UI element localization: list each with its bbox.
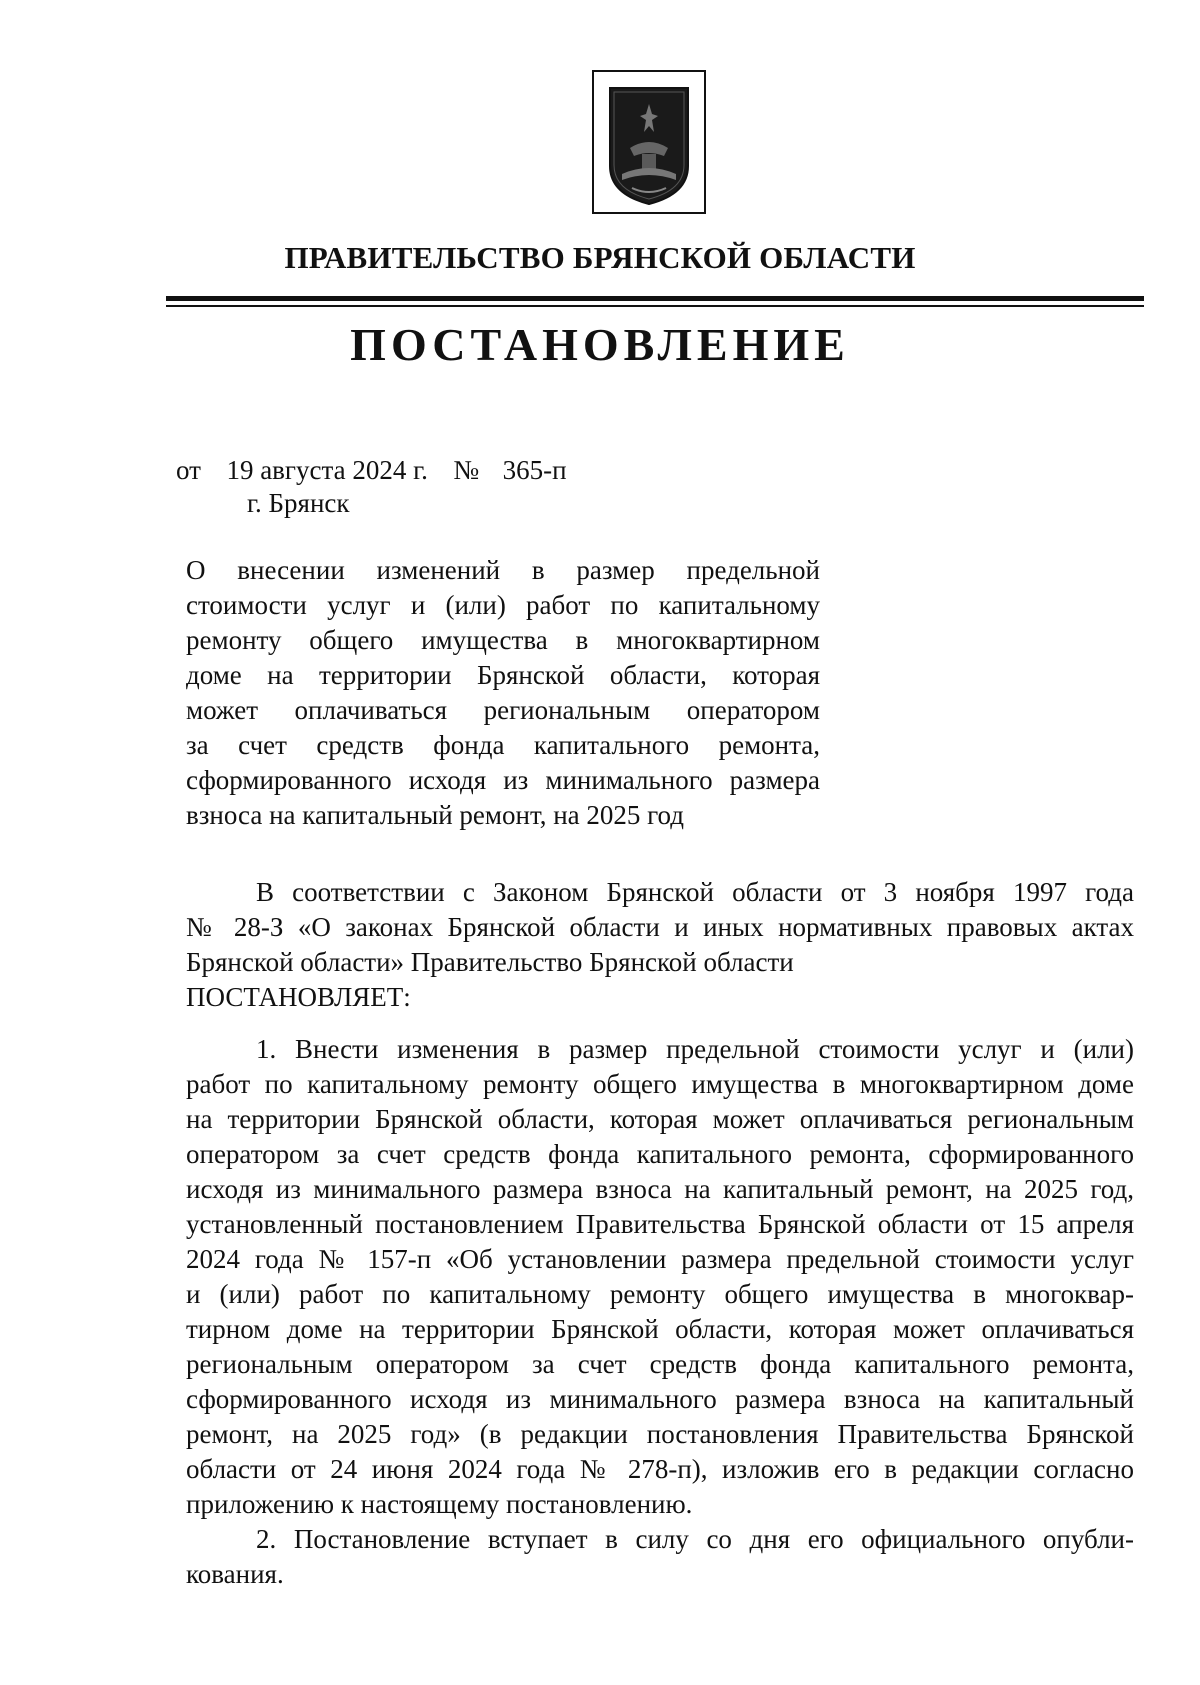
subject-line: взноса на капитальный ремонт, на 2025 год [186, 800, 685, 830]
header-rule-thick [166, 296, 1144, 301]
subject-line: стоимости услуг и (или) работ по капитальному [186, 590, 820, 620]
item-2-line: 2. Постановление вступает в силу со дня его официального опубли- [256, 1524, 1134, 1554]
item-1-line: региональным оператором за счет средств фонда капитального ремонта, [186, 1349, 1134, 1379]
date-number-line [176, 455, 567, 486]
government-title: ПРАВИТЕЛЬСТВО БРЯНСКОЙ ОБЛАСТИ [284, 240, 916, 275]
document-type-title: ПОСТАНОВЛЕНИЕ [350, 319, 850, 370]
from-label: от [176, 455, 201, 485]
item-1-line: исходя из минимального размера взноса на капитальный ремонт, на 2025 год, [186, 1174, 1134, 1204]
resolves-word: ПОСТАНОВЛЯЕТ: [186, 982, 411, 1012]
preamble-line: В соответствии с Законом Брянской области от 3 ноября 1997 года [256, 877, 1134, 907]
coat-of-arms-emblem [592, 70, 706, 214]
item-1-line: работ по капитальному ремонту общего имущества в многоквартирном доме [186, 1069, 1134, 1099]
document-date: 19 августа 2024 г. [226, 455, 428, 485]
item-1-line: сформированного исходя из минимального размера взноса на капитальный [186, 1384, 1134, 1414]
item-1-line: приложению к настоящему постановлению. [186, 1489, 693, 1519]
item-1-line: на территории Брянской области, которая может оплачиваться региональным [186, 1104, 1134, 1134]
document-subject [186, 553, 820, 833]
item-1-line: 1. Внести изменения в размер предельной стоимости услуг и (или) [256, 1034, 1134, 1064]
resolution-items [186, 1032, 1134, 1592]
subject-line: ремонту общего имущества в многоквартирном [186, 625, 820, 655]
preamble-line: Брянской области» Правительство Брянской области [186, 947, 794, 977]
item-1-line: тирном доме на территории Брянской области, которая может оплачиваться [186, 1314, 1134, 1344]
bryansk-coat-of-arms-icon [592, 70, 706, 214]
number-label: № [453, 455, 480, 485]
item-1-line: установленный постановлением Правительства Брянской области от 15 апреля [186, 1209, 1134, 1239]
document-number: 365-п [502, 455, 567, 485]
subject-line: за счет средств фонда капитального ремонта, [186, 730, 820, 760]
subject-line: сформированного исходя из минимального размера [186, 765, 820, 795]
document-city: г. Брянск [247, 488, 350, 518]
item-1-line: области от 24 июня 2024 года № 278-п), изложив его в редакции согласно [186, 1454, 1134, 1484]
preamble-line: № 28-З «О законах Брянской области и иных нормативных правовых актах [186, 912, 1134, 942]
item-2-line: кования. [186, 1559, 284, 1589]
item-1-line: и (или) работ по капитальному ремонту общего имущества в многоквар- [186, 1279, 1134, 1309]
subject-line: О внесении изменений в размер предельной [186, 555, 820, 585]
header-rule-thin [166, 305, 1144, 307]
item-1-line: 2024 года № 157-п «Об установлении размера предельной стоимости услуг [186, 1244, 1134, 1274]
subject-line: может оплачиваться региональным оператором [186, 695, 820, 725]
item-1-line: оператором за счет средств фонда капитального ремонта, сформированного [186, 1139, 1134, 1169]
subject-line: доме на территории Брянской области, которая [186, 660, 820, 690]
item-1-line: ремонт, на 2025 год» (в редакции постановления Правительства Брянской [186, 1419, 1134, 1449]
preamble-paragraph [186, 875, 1134, 1015]
